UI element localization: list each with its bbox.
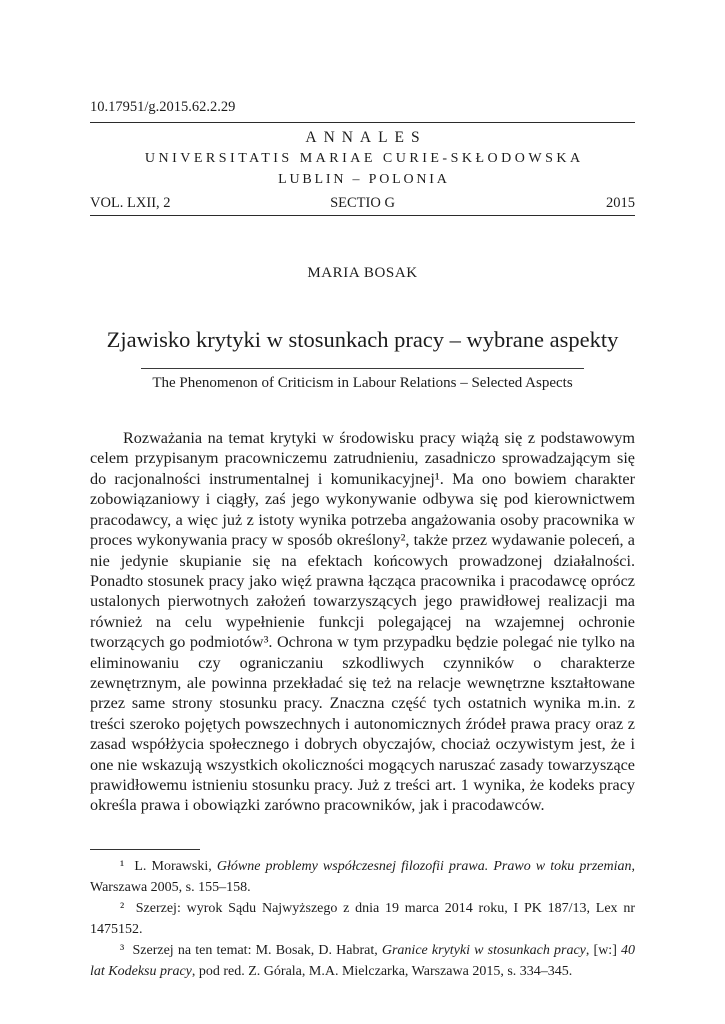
header-rule-top: [90, 122, 635, 123]
volume-label: VOL. LXII, 2: [90, 195, 171, 211]
volume-row: [90, 195, 635, 212]
journal-name: ANNALES: [305, 129, 427, 146]
header-rule-bottom: [90, 215, 635, 216]
body-paragraph: Rozważania na temat krytyki w środowisku pracy wiążą się z podstawowym celem przypisanym pracowniczemu zatrudnieniu, zasadniczo sprowadzającym się do racjonalności instrumentalnej i komunikacyjnej¹. Ma ono bowiem charakter zobowiązaniowy i ciągły, zaś jego wykonywanie odbywa się pod kierownictwem pracodawcy, a więc już z istoty wynika potrzeba angażowania osoby pracownika w proces wykonywania pracy w sposób określony², także przez wydawanie poleceń, a nie jedynie skupianie się na efektach końcowych prowadzonej działalności. Ponadto stosunek pracy jako więź prawna łącząca pracownika i pracodawcę oprócz ustalonych pierwotnych założeń towarzyszących jego prawidłowej realizacji ma również na celu wypełnienie funkcji polegającej na wzajemnej ochronie tworzących go podmiotów³. Ochrona w tym przypadku będzie polegać nie tylko na eliminowaniu czy ograniczaniu szkodliwych czynników o charakterze zewnętrznym, ale powinna przekładać się też na relacje wewnętrzne kształtowane przez same strony stosunku pracy. Znaczna część tych ostatnich wynika m.in. z treści szeroko pojętych powszechnych i autonomicznych źródeł prawa pracy oraz z zasad współżycia społecznego i dobrych obyczajów, chociaż oczywistym jest, że i one nie wskazują wszystkich okoliczności mogących naruszać zasady towarzyszące prawidłowemu istnieniu stosunku pracy. Już z treści art. 1 wynika, że kodeks pracy określa prawa i obowiązki zarówno pracowników, jak i pracodawców.: [90, 429, 635, 815]
footnote-2: ² Szerzej: wyrok Sądu Najwyższego z dnia 19 marca 2014 roku, I PK 187/13, Lex nr 1475152.: [90, 901, 635, 937]
sectio-label: SECTIO G: [330, 195, 395, 211]
article-subtitle-en: The Phenomenon of Criticism in Labour Relations – Selected Aspects: [152, 375, 573, 392]
journal-location: LUBLIN – POLONIA: [278, 172, 450, 187]
footnote-3: ³ Szerzej na ten temat: M. Bosak, D. Habrat, Granice krytyki w stosunkach pracy, [w:] 40 lat Kodeksu pracy, pod red. Z. Górala, M.A. Mielczarka, Warszawa 2015, s. 334–345.: [90, 943, 636, 979]
article-title: Zjawisko krytyki w stosunkach pracy – wybrane aspekty: [106, 327, 619, 352]
footnotes-section: [90, 849, 635, 982]
journal-university: UNIVERSITATIS MARIAE CURIE-SKŁODOWSKA: [144, 151, 584, 166]
year-label: 2015: [606, 195, 635, 211]
footnote-1: ¹ L. Morawski, Główne problemy współczesnej filozofii prawa. Prawo w toku przemian, Warszawa 2005, s. 155–158.: [90, 859, 635, 895]
doi: 10.17951/g.2015.62.2.29: [90, 99, 236, 115]
title-divider: [141, 368, 584, 369]
author-name: MARIA BOSAK: [307, 265, 418, 281]
footnote-separator: [90, 849, 200, 850]
